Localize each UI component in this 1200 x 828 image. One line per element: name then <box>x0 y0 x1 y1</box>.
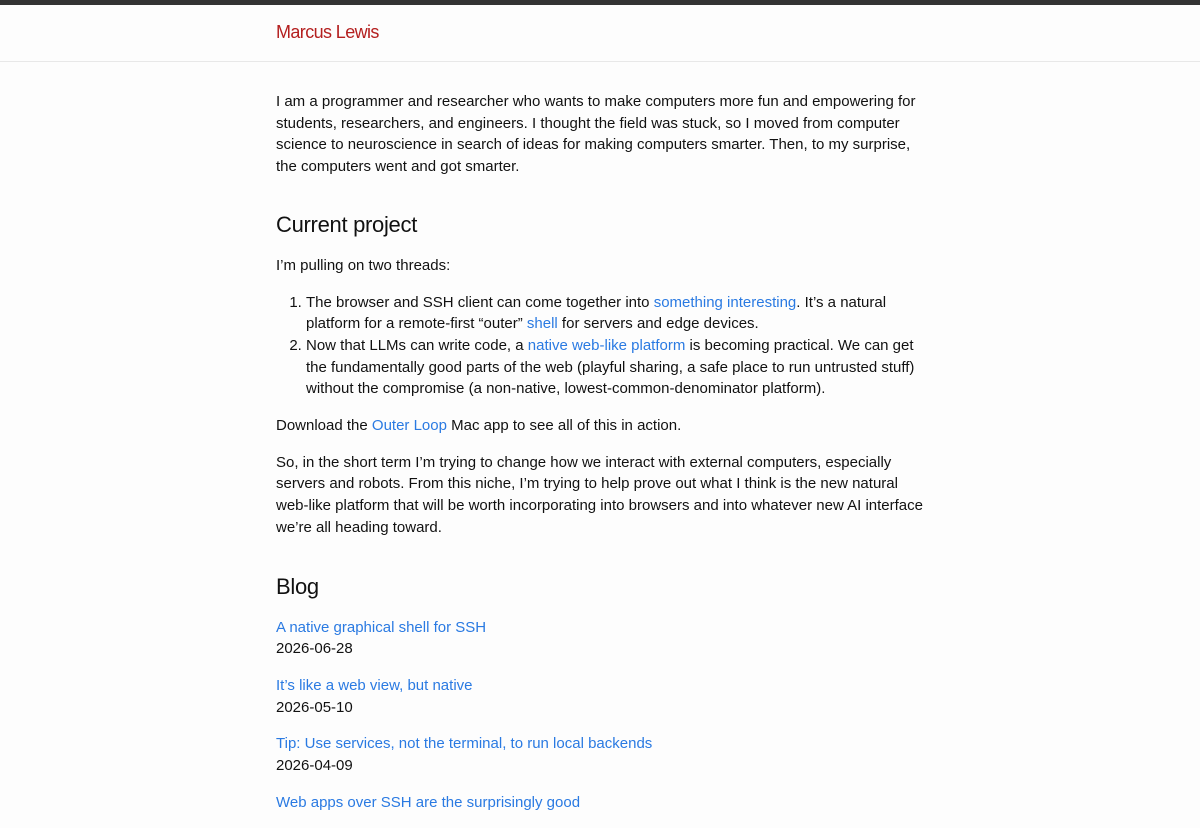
thread-item-native-platform <box>306 335 926 400</box>
shell-link[interactable]: shell <box>526 315 558 333</box>
download-text-end: Mac app to see all of this in action. <box>446 417 682 435</box>
site-title-link[interactable]: Marcus Lewis <box>276 22 379 42</box>
blog-post-date: 2026-04-09 <box>276 757 353 775</box>
blog-post-link[interactable]: Tip: Use services, not the terminal, to run local backends <box>276 735 653 753</box>
download-text-start: Download the <box>276 417 372 435</box>
intro-paragraph: I am a programmer and researcher who wants to make computers more fun and empowering for students, researchers, and engineers. I thought the field was stuck, so I moved from computer science to neuroscience in search of ideas for making computers smarter. Then, to my surprise, the computers went and got smarter. <box>276 93 916 176</box>
blog-post-link[interactable]: It’s like a web view, but native <box>276 676 473 694</box>
blog-post <box>276 675 926 718</box>
site-header <box>0 5 1200 62</box>
blog-heading: Blog <box>276 573 319 599</box>
summary-paragraph: So, in the short term I’m trying to change how we interact with external computers, especially servers and robots. From this niche, I’m trying to help prove out what I think is the new natural web-like platform that will be worth incorporating into browsers and into whatever new AI interface we’re all heading toward. <box>276 453 923 536</box>
blog-section <box>276 572 926 814</box>
thread-1-text-middle: . It’s a natural platform for a remote-first “outer” <box>306 293 887 333</box>
current-project-heading: Current project <box>276 211 418 237</box>
native-web-like-platform-link[interactable]: native web-like platform <box>527 336 686 354</box>
thread-item-browser-ssh <box>306 292 926 335</box>
thread-1-text-start: The browser and SSH client can come together into <box>306 293 654 311</box>
current-project-section <box>276 210 926 539</box>
blog-post-date: 2026-06-28 <box>276 640 353 658</box>
blog-post <box>276 617 926 660</box>
blog-post-link[interactable]: A native graphical shell for SSH <box>276 618 487 636</box>
thread-2-text-start: Now that LLMs can write code, a <box>306 336 528 354</box>
threads-list <box>276 292 926 401</box>
something-interesting-link[interactable]: something interesting <box>653 293 797 311</box>
download-paragraph <box>276 415 926 437</box>
thread-1-text-end: for servers and edge devices. <box>557 315 759 333</box>
main-content <box>276 91 926 828</box>
blog-post-date: 2026-05-10 <box>276 698 353 716</box>
outer-loop-link[interactable]: Outer Loop <box>371 417 447 435</box>
blog-post <box>276 792 926 814</box>
blog-post-link[interactable]: Web apps over SSH are the surprisingly good <box>276 793 581 811</box>
blog-post <box>276 733 926 776</box>
thread-2-text-end: is becoming practical. We can get the fundamentally good parts of the web (playful sharing, a safe place to run untrusted stuff) without the compromise (a non-native, lowest-common-denominator platform). <box>306 336 915 398</box>
threads-lead: I’m pulling on two threads: <box>276 256 451 274</box>
